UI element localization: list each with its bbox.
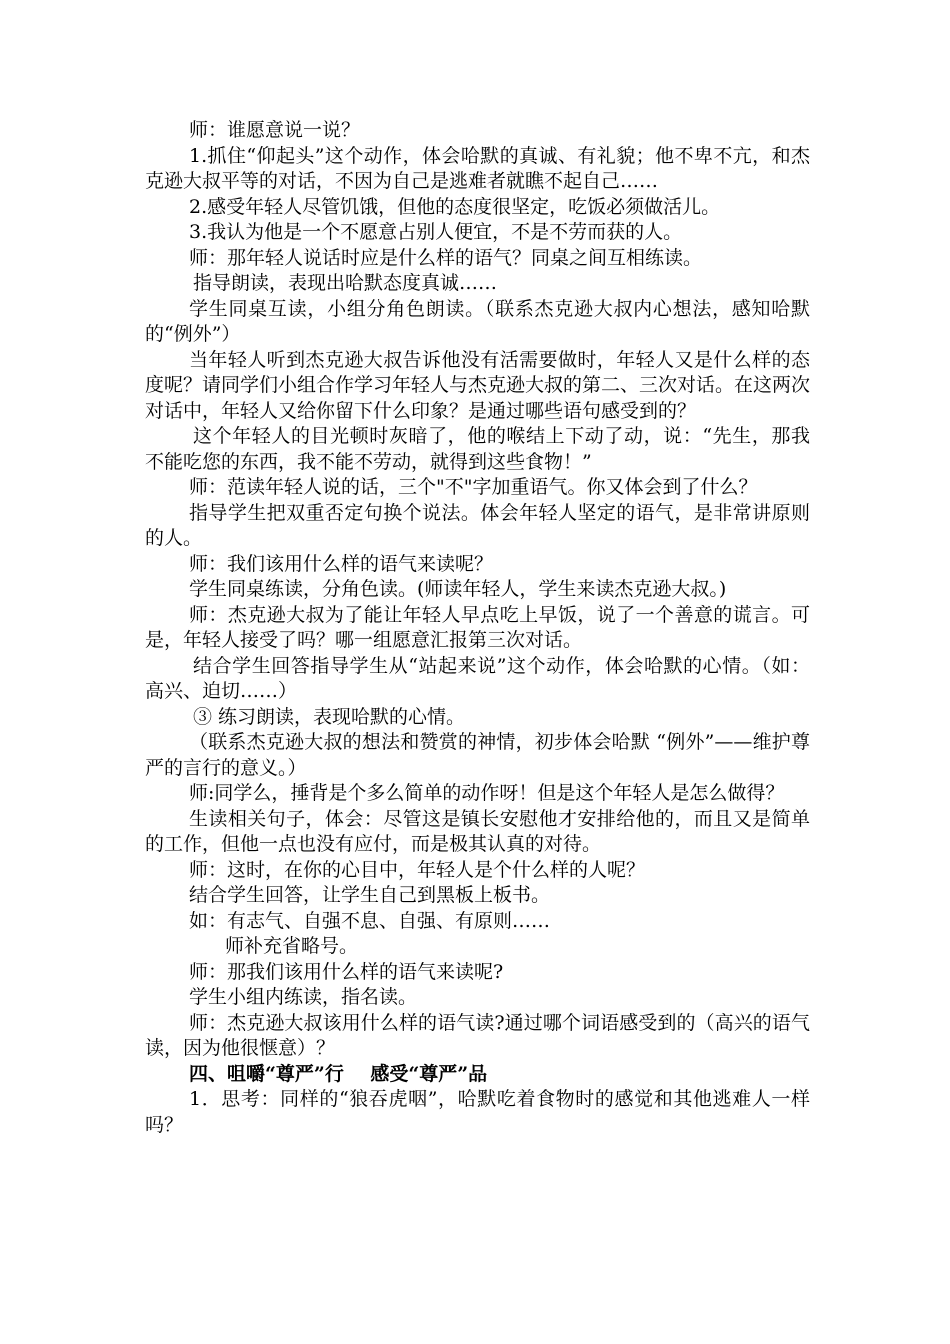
paragraph: 结合学生回答，让学生自己到黑板上板书。 bbox=[189, 884, 551, 906]
paragraph: 学生同桌练读，分角色读。(师读年轻人，学生来读杰克逊大叔。) bbox=[189, 578, 727, 600]
paragraph: 师：范读年轻人说的话，三个"不"字加重语气。你又体会到了什么？ bbox=[189, 476, 758, 498]
paragraph: 指导学生把双重否定句换个说法。体会年轻人坚定的语气，是非常讲原则的人。 bbox=[145, 501, 810, 549]
paragraph: 学生同桌互读，小组分角色朗读。（联系杰克逊大叔内心想法，感知哈默的“例外”） bbox=[145, 297, 810, 345]
paragraph: ③ 练习朗读，表现哈默的心情。 bbox=[193, 705, 466, 728]
paragraph: 师:同学么，捶背是个多么简单的动作呀！但是这个年轻人是怎么做得？ bbox=[189, 782, 785, 804]
paragraph: 结合学生回答指导学生从“站起来说”这个动作，体会哈默的心情。（如：高兴、迫切……） bbox=[145, 654, 810, 702]
paragraph: 1．思考：同样的“狼吞虎咽”，哈默吃着食物时的感觉和其他逃难人一样吗？ bbox=[145, 1088, 810, 1136]
paragraph: 这个年轻人的目光顿时灰暗了，他的喉结上下动了动，说：“先生，那我不能吃您的东西，我不能不劳动，就得到这些食物！” bbox=[145, 425, 810, 473]
paragraph: （联系杰克逊大叔的想法和赞赏的神情，初步体会哈默 “例外”——维护尊严的言行的意义。） bbox=[145, 731, 810, 779]
paragraph: 2.感受年轻人尽管饥饿，但他的态度很坚定，吃饭必须做活儿。 bbox=[189, 195, 721, 218]
paragraph: 师：这时，在你的心目中，年轻人是个什么样的人呢？ bbox=[189, 858, 646, 881]
paragraph: 1.抓住“仰起头”这个动作，体会哈默的真诚、有礼貌；他不卑不亢，和杰克逊大叔平等的对话，不因为自己是逃难者就瞧不起自己…… bbox=[145, 144, 810, 192]
paragraph: 生读相关句子，体会：尽管这是镇长安慰他才安排给他的，而且又是简单的工作，但他一点也没有应付，而是极其认真的对待。 bbox=[145, 807, 810, 855]
paragraph: 指导朗读，表现出哈默态度真诚…… bbox=[193, 272, 498, 294]
paragraph: 师：谁愿意说一说？ bbox=[189, 119, 361, 141]
section-heading: 四、咀嚼“尊严”行 感受“尊严”品 bbox=[189, 1062, 488, 1085]
paragraph: 师：杰克逊大叔为了能让年轻人早点吃上早饭，说了一个善意的谎言。可是，年轻人接受了吗？哪一组愿意汇报第三次对话。 bbox=[145, 603, 810, 651]
paragraph: 学生小组内练读，指名读。 bbox=[189, 986, 418, 1008]
document-page bbox=[145, 118, 810, 1138]
paragraph: 师：我们该用什么样的语气来读呢？ bbox=[189, 552, 494, 575]
paragraph: 3.我认为他是一个不愿意占别人便宜，不是不劳而获的人。 bbox=[189, 221, 683, 243]
paragraph: 师：杰克逊大叔该用什么样的语气读?通过哪个词语感受到的（高兴的语气读，因为他很惬意）？ bbox=[145, 1011, 810, 1059]
paragraph: 当年轻人听到杰克逊大叔告诉他没有活需要做时，年轻人又是什么样的态度呢？请同学们小组合作学习年轻人与杰克逊大叔的第二、三次对话。在这两次对话中，年轻人又给你留下什么印象？是通过哪些语句感受到的？ bbox=[145, 348, 811, 422]
paragraph: 师：那年轻人说话时应是什么样的语气？同桌之间互相练读。 bbox=[189, 246, 703, 269]
paragraph: 师补充省略号。 bbox=[225, 935, 359, 957]
paragraph: 师：那我们该用什么样的语气来读呢? bbox=[189, 960, 504, 983]
paragraph: 如：有志气、自强不息、自强、有原则…… bbox=[189, 909, 551, 932]
